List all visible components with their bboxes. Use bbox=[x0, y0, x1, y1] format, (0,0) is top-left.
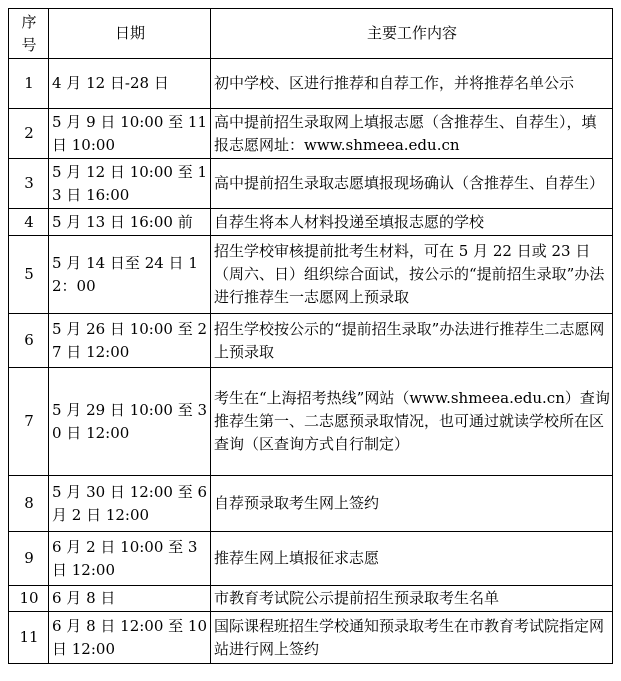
row-number: 3 bbox=[9, 159, 49, 209]
header-serial-line2: 号 bbox=[21, 35, 37, 54]
row-date: 5 月 26 日 10:00 至 27 日 12:00 bbox=[49, 314, 211, 368]
table-row bbox=[9, 314, 613, 368]
row-content: 招生学校按公示的“提前招生录取”办法进行推荐生二志愿网上预录取 bbox=[211, 314, 613, 368]
row-date: 5 月 12 日 10:00 至 13 日 16:00 bbox=[49, 159, 211, 209]
row-date: 5 月 13 日 16:00 前 bbox=[49, 209, 211, 236]
table-row bbox=[9, 109, 613, 159]
table-row bbox=[9, 236, 613, 314]
table-row bbox=[9, 59, 613, 109]
table-row bbox=[9, 586, 613, 612]
row-content: 初中学校、区进行推荐和自荐工作，并将推荐名单公示 bbox=[211, 59, 613, 109]
header-date: 日期 bbox=[49, 9, 211, 59]
row-date: 4 月 12 日-28 日 bbox=[49, 59, 211, 109]
row-content: 推荐生网上填报征求志愿 bbox=[211, 532, 613, 586]
row-content: 高中提前招生录取网上填报志愿（含推荐生、自荐生），填报志愿网址：www.shmeea.edu.cn bbox=[211, 109, 613, 159]
row-date: 5 月 9 日 10:00 至 11 日 10:00 bbox=[49, 109, 211, 159]
row-date: 6 月 2 日 10:00 至 3 日 12:00 bbox=[49, 532, 211, 586]
row-content: 自荐预录取考生网上签约 bbox=[211, 476, 613, 532]
table-body bbox=[9, 59, 613, 664]
row-number: 11 bbox=[9, 612, 49, 664]
row-number: 4 bbox=[9, 209, 49, 236]
row-content: 市教育考试院公示提前招生预录取考生名单 bbox=[211, 586, 613, 612]
row-number: 8 bbox=[9, 476, 49, 532]
row-date: 5 月 29 日 10:00 至 30 日 12:00 bbox=[49, 368, 211, 476]
row-content: 高中提前招生录取志愿填报现场确认（含推荐生、自荐生） bbox=[211, 159, 613, 209]
row-content: 国际课程班招生学校通知预录取考生在市教育考试院指定网站进行网上签约 bbox=[211, 612, 613, 664]
row-number: 5 bbox=[9, 236, 49, 314]
row-content: 考生在“上海招考热线”网站（www.shmeea.edu.cn）查询推荐生第一、二志愿预录取情况，也可通过就读学校所在区查询（区查询方式自行制定） bbox=[211, 368, 613, 476]
table-header-row bbox=[9, 9, 613, 59]
row-number: 7 bbox=[9, 368, 49, 476]
table-row bbox=[9, 532, 613, 586]
table-row bbox=[9, 476, 613, 532]
row-content: 自荐生将本人材料投递至填报志愿的学校 bbox=[211, 209, 613, 236]
row-date: 5 月 14 日至 24 日 12：00 bbox=[49, 236, 211, 314]
row-number: 1 bbox=[9, 59, 49, 109]
table-row bbox=[9, 159, 613, 209]
row-number: 6 bbox=[9, 314, 49, 368]
header-content: 主要工作内容 bbox=[211, 9, 613, 59]
table-row bbox=[9, 612, 613, 664]
row-content: 招生学校审核提前批考生材料，可在 5 月 22 日或 23 日（周六、日）组织综合面试，按公示的“提前招生录取”办法进行推荐生一志愿网上预录取 bbox=[211, 236, 613, 314]
row-date: 5 月 30 日 12:00 至 6 月 2 日 12:00 bbox=[49, 476, 211, 532]
table-row bbox=[9, 368, 613, 476]
row-number: 10 bbox=[9, 586, 49, 612]
table-row bbox=[9, 209, 613, 236]
row-date: 6 月 8 日 bbox=[49, 586, 211, 612]
header-serial-number bbox=[9, 9, 49, 59]
header-serial-line1: 序 bbox=[21, 12, 37, 31]
row-date: 6 月 8 日 12:00 至 10 日 12:00 bbox=[49, 612, 211, 664]
schedule-table bbox=[8, 8, 613, 664]
row-number: 2 bbox=[9, 109, 49, 159]
row-number: 9 bbox=[9, 532, 49, 586]
